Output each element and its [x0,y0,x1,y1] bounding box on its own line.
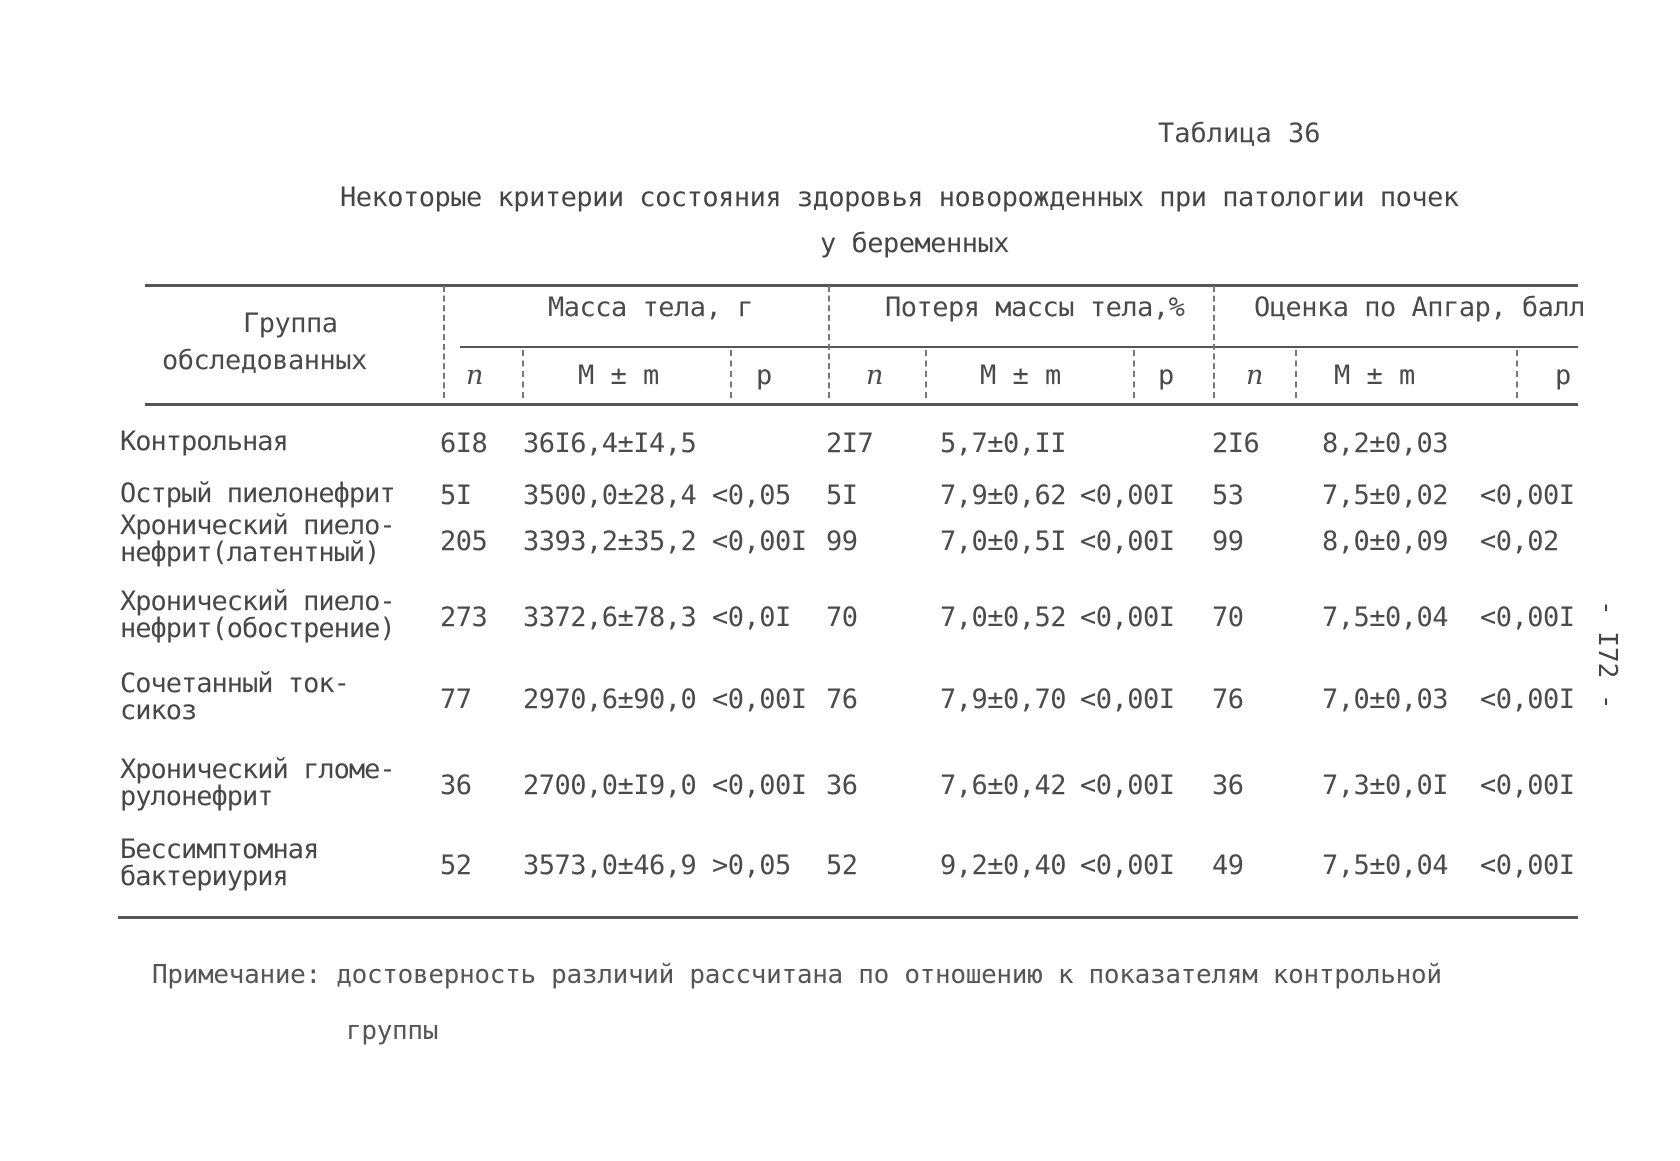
cell-mass-p: <0,00I [712,526,807,557]
header-separator [1295,350,1297,398]
header-separator [1213,286,1215,398]
row-group-name-line: нефрит(обострение) [120,613,395,644]
cell-apgar-n: 36 [1212,770,1244,801]
header-mid-rule [460,346,1578,348]
subheader-p: p [1555,360,1572,391]
row-group-name [120,512,395,566]
row-group-name-line: рулонефрит [120,781,273,812]
cell-apgar-mean: 7,5±0,02 [1322,480,1449,511]
cell-mass-n: 36 [440,770,472,801]
table-bottom-rule [118,916,1578,919]
cell-apgar-p: <0,00I [1480,850,1575,881]
cell-apgar-n: 53 [1212,480,1244,511]
table-note-line1: Примечание: достоверность различий рассчитана по отношению к показателям контрольной [152,960,1442,990]
header-bottom-rule [145,403,1578,406]
cell-loss-n: 36 [826,770,858,801]
cell-mass-mean: 3573,0±46,9 [523,850,697,881]
row-group-name-line: сикоз [120,695,197,726]
cell-mass-n: 273 [440,602,488,633]
cell-apgar-p: <0,00I [1480,480,1575,511]
subheader-m-pm-m: M ± m [578,360,660,391]
row-group-name [120,836,318,890]
table-top-rule [145,284,1578,287]
subheader-p: p [1158,360,1175,391]
cell-mass-n: 77 [440,684,472,715]
cell-mass-p: <0,05 [712,480,791,511]
cell-apgar-mean: 7,5±0,04 [1322,850,1449,881]
cell-loss-n: 99 [826,526,858,557]
cell-loss-p: <0,00I [1080,526,1175,557]
row-group-name-line: Сочетанный ток- [120,668,349,699]
subheader-n: n [466,360,484,391]
cell-mass-p: <0,00I [712,684,807,715]
row-group-name [120,670,349,724]
row-group-name [120,756,395,810]
cell-loss-n: 2I7 [826,428,874,459]
cell-mass-n: 6I8 [440,428,488,459]
cell-apgar-p: <0,02 [1480,526,1559,557]
cell-mass-p: <0,00I [712,770,807,801]
row-group-name-line: Контрольная [120,426,288,457]
cell-apgar-p: <0,00I [1480,770,1575,801]
cell-mass-mean: 36I6,4±I4,5 [523,428,697,459]
row-group-name-line: нефрит(латентный) [120,537,380,568]
cell-loss-p: <0,00I [1080,602,1175,633]
header-group-line2: обследованных [162,345,367,376]
row-group-name-line: бактериурия [120,861,288,892]
table-caption: Таблица 36 [1158,118,1321,149]
page-number: - I72 - [1592,600,1622,710]
cell-apgar-p: <0,00I [1480,684,1575,715]
row-group-name [120,428,288,455]
cell-mass-p: >0,05 [712,850,791,881]
row-group-name-line: Острый пиелонефрит [120,478,395,509]
cell-mass-mean: 3500,0±28,4 [523,480,697,511]
header-separator [730,350,732,398]
subheader-n: n [866,360,884,391]
cell-loss-mean: 7,9±0,62 [940,480,1067,511]
cell-mass-mean: 2700,0±I9,0 [523,770,697,801]
header-separator [828,286,830,398]
cell-loss-mean: 9,2±0,40 [940,850,1067,881]
cell-apgar-n: 99 [1212,526,1244,557]
header-apgar: Оценка по Апгар, балл [1254,292,1585,323]
cell-apgar-n: 70 [1212,602,1244,633]
cell-apgar-mean: 7,0±0,03 [1322,684,1449,715]
header-separator [443,286,445,398]
cell-loss-n: 76 [826,684,858,715]
cell-mass-n: 52 [440,850,472,881]
cell-mass-mean: 2970,6±90,0 [523,684,697,715]
cell-mass-mean: 3393,2±35,2 [523,526,697,557]
cell-apgar-mean: 8,0±0,09 [1322,526,1449,557]
cell-loss-p: <0,00I [1080,770,1175,801]
cell-mass-n: 205 [440,526,488,557]
header-mass: Масса тела, г [548,292,753,323]
subheader-p: p [756,360,773,391]
cell-loss-mean: 7,0±0,52 [940,602,1067,633]
header-separator [1516,350,1518,398]
subheader-m-pm-m: M ± m [980,360,1062,391]
cell-loss-mean: 7,0±0,5I [940,526,1067,557]
subheader-n: n [1246,360,1264,391]
header-separator [1133,350,1135,398]
cell-loss-mean: 7,6±0,42 [940,770,1067,801]
cell-loss-n: 70 [826,602,858,633]
row-group-name-line: Хронический пиело- [120,510,395,541]
cell-apgar-p: <0,00I [1480,602,1575,633]
cell-apgar-n: 2I6 [1212,428,1260,459]
row-group-name-line: Бессимптомная [120,834,319,865]
subheader-m-pm-m: M ± m [1334,360,1416,391]
cell-loss-p: <0,00I [1080,684,1175,715]
cell-mass-p: <0,0I [712,602,791,633]
header-group-line1: Группа [243,308,338,339]
table-title-line1: Некоторые критерии состояния здоровья новорожденных при патологии почек [340,182,1459,213]
header-mass-loss: Потеря массы тела,% [885,292,1185,323]
cell-mass-mean: 3372,6±78,3 [523,602,697,633]
cell-apgar-n: 76 [1212,684,1244,715]
table-title-line2: у беременных [820,228,1010,259]
cell-loss-mean: 5,7±0,II [940,428,1067,459]
cell-loss-n: 5I [826,480,858,511]
cell-apgar-mean: 8,2±0,03 [1322,428,1449,459]
cell-apgar-mean: 7,3±0,0I [1322,770,1449,801]
cell-loss-p: <0,00I [1080,480,1175,511]
row-group-name [120,588,395,642]
row-group-name-line: Хронический пиело- [120,586,395,617]
cell-mass-n: 5I [440,480,472,511]
cell-loss-n: 52 [826,850,858,881]
cell-apgar-mean: 7,5±0,04 [1322,602,1449,633]
header-separator [522,350,524,398]
cell-loss-mean: 7,9±0,70 [940,684,1067,715]
cell-apgar-n: 49 [1212,850,1244,881]
cell-loss-p: <0,00I [1080,850,1175,881]
row-group-name [120,480,395,507]
row-group-name-line: Хронический гломе- [120,754,395,785]
table-note-line2: группы [346,1016,439,1046]
header-separator [925,350,927,398]
